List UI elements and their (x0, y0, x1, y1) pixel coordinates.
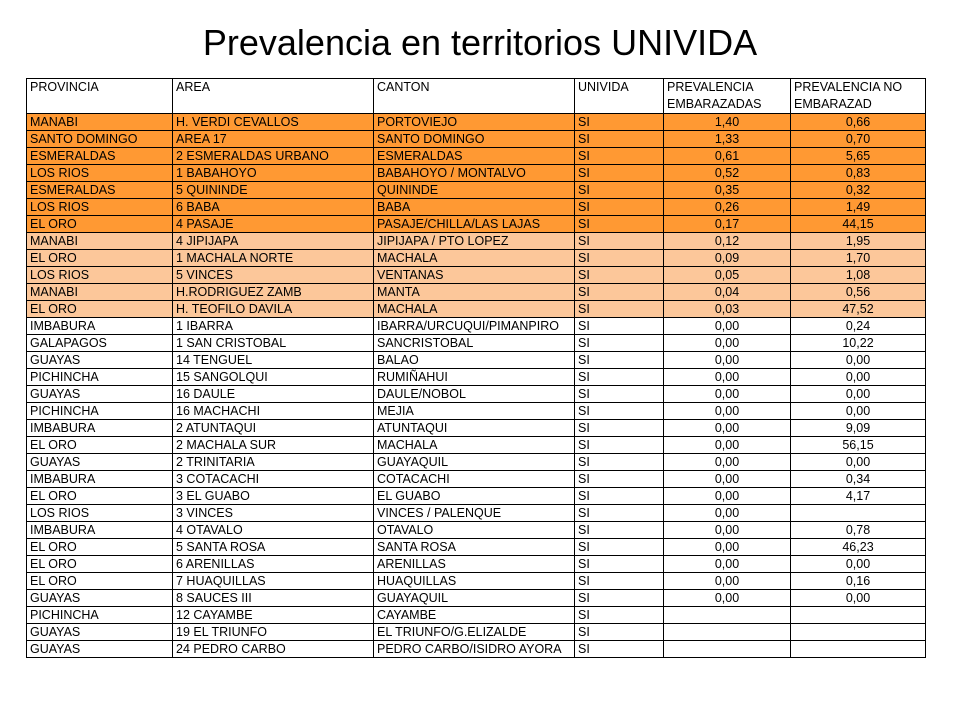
cell-univida: SI (575, 505, 664, 522)
cell-provincia: MANABI (27, 114, 173, 131)
cell-area: 4 PASAJE (173, 216, 374, 233)
cell-prevalencia-embarazadas: 0,09 (664, 250, 791, 267)
cell-prevalencia-no-embarazadas (791, 505, 926, 522)
cell-univida: SI (575, 233, 664, 250)
prevalence-table (26, 78, 926, 658)
cell-area: 5 SANTA ROSA (173, 539, 374, 556)
header-canton: CANTON (374, 79, 575, 97)
header-prevalencia-no-embarazadas-line2: EMBARAZAD (791, 96, 926, 114)
table-row (27, 556, 926, 573)
cell-canton: GUAYAQUIL (374, 590, 575, 607)
cell-prevalencia-embarazadas: 0,00 (664, 437, 791, 454)
cell-canton: COTACACHI (374, 471, 575, 488)
table-row (27, 505, 926, 522)
cell-area: 2 MACHALA SUR (173, 437, 374, 454)
cell-prevalencia-no-embarazadas: 4,17 (791, 488, 926, 505)
cell-area: H. TEOFILO DAVILA (173, 301, 374, 318)
header-prevalencia-no-embarazadas: PREVALENCIA NO (791, 79, 926, 97)
table-row (27, 386, 926, 403)
cell-prevalencia-no-embarazadas: 0,00 (791, 556, 926, 573)
cell-canton: MANTA (374, 284, 575, 301)
cell-univida: SI (575, 199, 664, 216)
cell-prevalencia-no-embarazadas: 0,70 (791, 131, 926, 148)
cell-provincia: IMBABURA (27, 522, 173, 539)
table-row (27, 114, 926, 131)
cell-area: 2 ATUNTAQUI (173, 420, 374, 437)
cell-provincia: IMBABURA (27, 471, 173, 488)
cell-provincia: EL ORO (27, 216, 173, 233)
cell-canton: EL GUABO (374, 488, 575, 505)
cell-provincia: GALAPAGOS (27, 335, 173, 352)
cell-canton: RUMIÑAHUI (374, 369, 575, 386)
cell-canton: PASAJE/CHILLA/LAS LAJAS (374, 216, 575, 233)
cell-area: 3 VINCES (173, 505, 374, 522)
cell-area: 4 JIPIJAPA (173, 233, 374, 250)
cell-prevalencia-no-embarazadas (791, 607, 926, 624)
cell-prevalencia-no-embarazadas (791, 641, 926, 658)
cell-provincia: IMBABURA (27, 318, 173, 335)
cell-provincia: EL ORO (27, 556, 173, 573)
cell-prevalencia-embarazadas: 0,03 (664, 301, 791, 318)
table-row (27, 420, 926, 437)
cell-area: 4 OTAVALO (173, 522, 374, 539)
cell-prevalencia-no-embarazadas: 0,00 (791, 352, 926, 369)
cell-canton: MACHALA (374, 437, 575, 454)
cell-prevalencia-no-embarazadas: 1,08 (791, 267, 926, 284)
header-row (27, 79, 926, 97)
cell-prevalencia-embarazadas: 0,05 (664, 267, 791, 284)
cell-univida: SI (575, 131, 664, 148)
cell-canton: SANTA ROSA (374, 539, 575, 556)
cell-prevalencia-embarazadas: 0,00 (664, 505, 791, 522)
cell-univida: SI (575, 539, 664, 556)
cell-prevalencia-no-embarazadas: 0,00 (791, 590, 926, 607)
cell-canton: VINCES / PALENQUE (374, 505, 575, 522)
cell-provincia: EL ORO (27, 437, 173, 454)
cell-prevalencia-no-embarazadas: 0,24 (791, 318, 926, 335)
cell-prevalencia-embarazadas: 0,17 (664, 216, 791, 233)
table-body (27, 114, 926, 658)
cell-prevalencia-no-embarazadas: 0,83 (791, 165, 926, 182)
cell-provincia: GUAYAS (27, 641, 173, 658)
table-row (27, 488, 926, 505)
cell-area: AREA 17 (173, 131, 374, 148)
table-row (27, 607, 926, 624)
cell-prevalencia-embarazadas (664, 607, 791, 624)
header-canton-line2 (374, 96, 575, 114)
table-row (27, 624, 926, 641)
cell-prevalencia-embarazadas: 0,52 (664, 165, 791, 182)
cell-prevalencia-embarazadas: 0,35 (664, 182, 791, 199)
cell-canton: GUAYAQUIL (374, 454, 575, 471)
cell-canton: ATUNTAQUI (374, 420, 575, 437)
cell-prevalencia-no-embarazadas: 0,00 (791, 454, 926, 471)
cell-provincia: PICHINCHA (27, 607, 173, 624)
cell-prevalencia-embarazadas: 0,00 (664, 352, 791, 369)
cell-prevalencia-embarazadas: 0,00 (664, 386, 791, 403)
cell-prevalencia-no-embarazadas: 5,65 (791, 148, 926, 165)
cell-prevalencia-embarazadas: 0,00 (664, 590, 791, 607)
table-header (27, 79, 926, 114)
header-area: AREA (173, 79, 374, 97)
cell-prevalencia-embarazadas: 0,04 (664, 284, 791, 301)
table-row (27, 352, 926, 369)
cell-prevalencia-embarazadas: 0,00 (664, 403, 791, 420)
table-row (27, 539, 926, 556)
cell-canton: ESMERALDAS (374, 148, 575, 165)
table-row (27, 284, 926, 301)
cell-univida: SI (575, 386, 664, 403)
cell-provincia: GUAYAS (27, 590, 173, 607)
cell-canton: BALAO (374, 352, 575, 369)
cell-prevalencia-embarazadas: 0,00 (664, 318, 791, 335)
cell-canton: BABA (374, 199, 575, 216)
cell-prevalencia-embarazadas: 0,00 (664, 488, 791, 505)
cell-area: 2 TRINITARIA (173, 454, 374, 471)
cell-area: 3 EL GUABO (173, 488, 374, 505)
cell-prevalencia-embarazadas (664, 641, 791, 658)
cell-canton: HUAQUILLAS (374, 573, 575, 590)
cell-provincia: PICHINCHA (27, 369, 173, 386)
cell-canton: PEDRO CARBO/ISIDRO AYORA (374, 641, 575, 658)
cell-provincia: LOS RIOS (27, 165, 173, 182)
cell-prevalencia-no-embarazadas: 0,00 (791, 403, 926, 420)
cell-canton: SANCRISTOBAL (374, 335, 575, 352)
cell-canton: CAYAMBE (374, 607, 575, 624)
cell-prevalencia-no-embarazadas: 0,32 (791, 182, 926, 199)
header-provincia: PROVINCIA (27, 79, 173, 97)
header-provincia-line2 (27, 96, 173, 114)
table-row (27, 369, 926, 386)
cell-area: 8 SAUCES III (173, 590, 374, 607)
cell-univida: SI (575, 437, 664, 454)
cell-univida: SI (575, 624, 664, 641)
table-row (27, 165, 926, 182)
cell-area: 12 CAYAMBE (173, 607, 374, 624)
cell-area: 2 ESMERALDAS URBANO (173, 148, 374, 165)
cell-prevalencia-no-embarazadas: 9,09 (791, 420, 926, 437)
table-row (27, 148, 926, 165)
cell-univida: SI (575, 267, 664, 284)
cell-prevalencia-no-embarazadas: 0,56 (791, 284, 926, 301)
cell-provincia: GUAYAS (27, 454, 173, 471)
cell-prevalencia-no-embarazadas: 1,49 (791, 199, 926, 216)
cell-univida: SI (575, 607, 664, 624)
cell-canton: EL TRIUNFO/G.ELIZALDE (374, 624, 575, 641)
cell-provincia: MANABI (27, 233, 173, 250)
cell-area: 1 SAN CRISTOBAL (173, 335, 374, 352)
cell-univida: SI (575, 403, 664, 420)
table-row (27, 318, 926, 335)
cell-area: 14 TENGUEL (173, 352, 374, 369)
table-row (27, 403, 926, 420)
cell-area: 1 MACHALA NORTE (173, 250, 374, 267)
cell-prevalencia-embarazadas: 0,00 (664, 335, 791, 352)
cell-univida: SI (575, 335, 664, 352)
cell-area: 16 MACHACHI (173, 403, 374, 420)
cell-prevalencia-no-embarazadas: 47,52 (791, 301, 926, 318)
cell-area: 15 SANGOLQUI (173, 369, 374, 386)
cell-prevalencia-embarazadas: 0,00 (664, 369, 791, 386)
cell-prevalencia-embarazadas (664, 624, 791, 641)
cell-univida: SI (575, 488, 664, 505)
cell-area: 19 EL TRIUNFO (173, 624, 374, 641)
cell-prevalencia-embarazadas: 0,26 (664, 199, 791, 216)
cell-canton: OTAVALO (374, 522, 575, 539)
cell-area: 3 COTACACHI (173, 471, 374, 488)
cell-canton: ARENILLAS (374, 556, 575, 573)
cell-provincia: ESMERALDAS (27, 148, 173, 165)
cell-univida: SI (575, 522, 664, 539)
cell-provincia: IMBABURA (27, 420, 173, 437)
table-row (27, 454, 926, 471)
cell-canton: SANTO DOMINGO (374, 131, 575, 148)
cell-univida: SI (575, 318, 664, 335)
header-area-line2 (173, 96, 374, 114)
cell-prevalencia-no-embarazadas: 0,00 (791, 369, 926, 386)
header-univida: UNIVIDA (575, 79, 664, 97)
cell-prevalencia-embarazadas: 0,00 (664, 471, 791, 488)
cell-area: 5 VINCES (173, 267, 374, 284)
cell-provincia: MANABI (27, 284, 173, 301)
cell-univida: SI (575, 420, 664, 437)
table-row (27, 233, 926, 250)
cell-canton: IBARRA/URCUQUI/PIMANPIRO (374, 318, 575, 335)
table-row (27, 216, 926, 233)
header-prevalencia-embarazadas: PREVALENCIA (664, 79, 791, 97)
cell-provincia: EL ORO (27, 301, 173, 318)
cell-provincia: PICHINCHA (27, 403, 173, 420)
table-row (27, 335, 926, 352)
cell-univida: SI (575, 182, 664, 199)
cell-provincia: ESMERALDAS (27, 182, 173, 199)
cell-provincia: GUAYAS (27, 386, 173, 403)
cell-prevalencia-embarazadas: 0,00 (664, 454, 791, 471)
cell-univida: SI (575, 556, 664, 573)
cell-area: H. VERDI CEVALLOS (173, 114, 374, 131)
cell-provincia: LOS RIOS (27, 505, 173, 522)
cell-provincia: EL ORO (27, 488, 173, 505)
table-row (27, 199, 926, 216)
cell-canton: DAULE/NOBOL (374, 386, 575, 403)
cell-prevalencia-embarazadas: 0,00 (664, 420, 791, 437)
cell-area: 16 DAULE (173, 386, 374, 403)
cell-prevalencia-embarazadas: 0,00 (664, 573, 791, 590)
cell-canton: BABAHOYO / MONTALVO (374, 165, 575, 182)
cell-univida: SI (575, 250, 664, 267)
table-row (27, 301, 926, 318)
cell-canton: VENTANAS (374, 267, 575, 284)
cell-univida: SI (575, 114, 664, 131)
cell-prevalencia-no-embarazadas: 44,15 (791, 216, 926, 233)
cell-prevalencia-embarazadas: 1,33 (664, 131, 791, 148)
cell-area: H.RODRIGUEZ ZAMB (173, 284, 374, 301)
cell-canton: MACHALA (374, 250, 575, 267)
cell-provincia: GUAYAS (27, 624, 173, 641)
cell-univida: SI (575, 165, 664, 182)
cell-univida: SI (575, 301, 664, 318)
cell-prevalencia-no-embarazadas (791, 624, 926, 641)
cell-univida: SI (575, 573, 664, 590)
cell-provincia: LOS RIOS (27, 267, 173, 284)
cell-prevalencia-no-embarazadas: 56,15 (791, 437, 926, 454)
cell-prevalencia-embarazadas: 0,00 (664, 556, 791, 573)
table-row (27, 522, 926, 539)
header-univida-line2 (575, 96, 664, 114)
table-row (27, 182, 926, 199)
cell-canton: MACHALA (374, 301, 575, 318)
cell-canton: MEJIA (374, 403, 575, 420)
cell-provincia: EL ORO (27, 539, 173, 556)
cell-provincia: SANTO DOMINGO (27, 131, 173, 148)
cell-univida: SI (575, 590, 664, 607)
cell-prevalencia-no-embarazadas: 0,00 (791, 386, 926, 403)
cell-univida: SI (575, 641, 664, 658)
cell-prevalencia-no-embarazadas: 0,66 (791, 114, 926, 131)
cell-univida: SI (575, 284, 664, 301)
table-row (27, 131, 926, 148)
cell-univida: SI (575, 148, 664, 165)
page-title: Prevalencia en territorios UNIVIDA (202, 22, 758, 63)
table-row (27, 250, 926, 267)
cell-canton: QUININDE (374, 182, 575, 199)
cell-area: 7 HUAQUILLAS (173, 573, 374, 590)
cell-univida: SI (575, 216, 664, 233)
cell-canton: PORTOVIEJO (374, 114, 575, 131)
cell-area: 24 PEDRO CARBO (173, 641, 374, 658)
cell-canton: JIPIJAPA / PTO LOPEZ (374, 233, 575, 250)
cell-area: 6 BABA (173, 199, 374, 216)
cell-univida: SI (575, 352, 664, 369)
cell-univida: SI (575, 471, 664, 488)
cell-provincia: GUAYAS (27, 352, 173, 369)
table-row (27, 267, 926, 284)
cell-prevalencia-embarazadas: 0,61 (664, 148, 791, 165)
table-row (27, 573, 926, 590)
table-row (27, 471, 926, 488)
header-prevalencia-embarazadas-line2: EMBARAZADAS (664, 96, 791, 114)
table-row (27, 437, 926, 454)
cell-univida: SI (575, 369, 664, 386)
cell-prevalencia-embarazadas: 1,40 (664, 114, 791, 131)
cell-area: 6 ARENILLAS (173, 556, 374, 573)
cell-provincia: EL ORO (27, 573, 173, 590)
cell-univida: SI (575, 454, 664, 471)
cell-area: 5 QUININDE (173, 182, 374, 199)
header-row (27, 96, 926, 114)
cell-prevalencia-embarazadas: 0,12 (664, 233, 791, 250)
cell-prevalencia-no-embarazadas: 0,78 (791, 522, 926, 539)
cell-prevalencia-no-embarazadas: 1,95 (791, 233, 926, 250)
cell-prevalencia-no-embarazadas: 1,70 (791, 250, 926, 267)
cell-area: 1 IBARRA (173, 318, 374, 335)
cell-prevalencia-no-embarazadas: 10,22 (791, 335, 926, 352)
cell-prevalencia-embarazadas: 0,00 (664, 539, 791, 556)
table-row (27, 641, 926, 658)
cell-prevalencia-no-embarazadas: 0,34 (791, 471, 926, 488)
cell-provincia: EL ORO (27, 250, 173, 267)
cell-prevalencia-embarazadas: 0,00 (664, 522, 791, 539)
cell-prevalencia-no-embarazadas: 46,23 (791, 539, 926, 556)
cell-area: 1 BABAHOYO (173, 165, 374, 182)
cell-provincia: LOS RIOS (27, 199, 173, 216)
table-row (27, 590, 926, 607)
cell-prevalencia-no-embarazadas: 0,16 (791, 573, 926, 590)
